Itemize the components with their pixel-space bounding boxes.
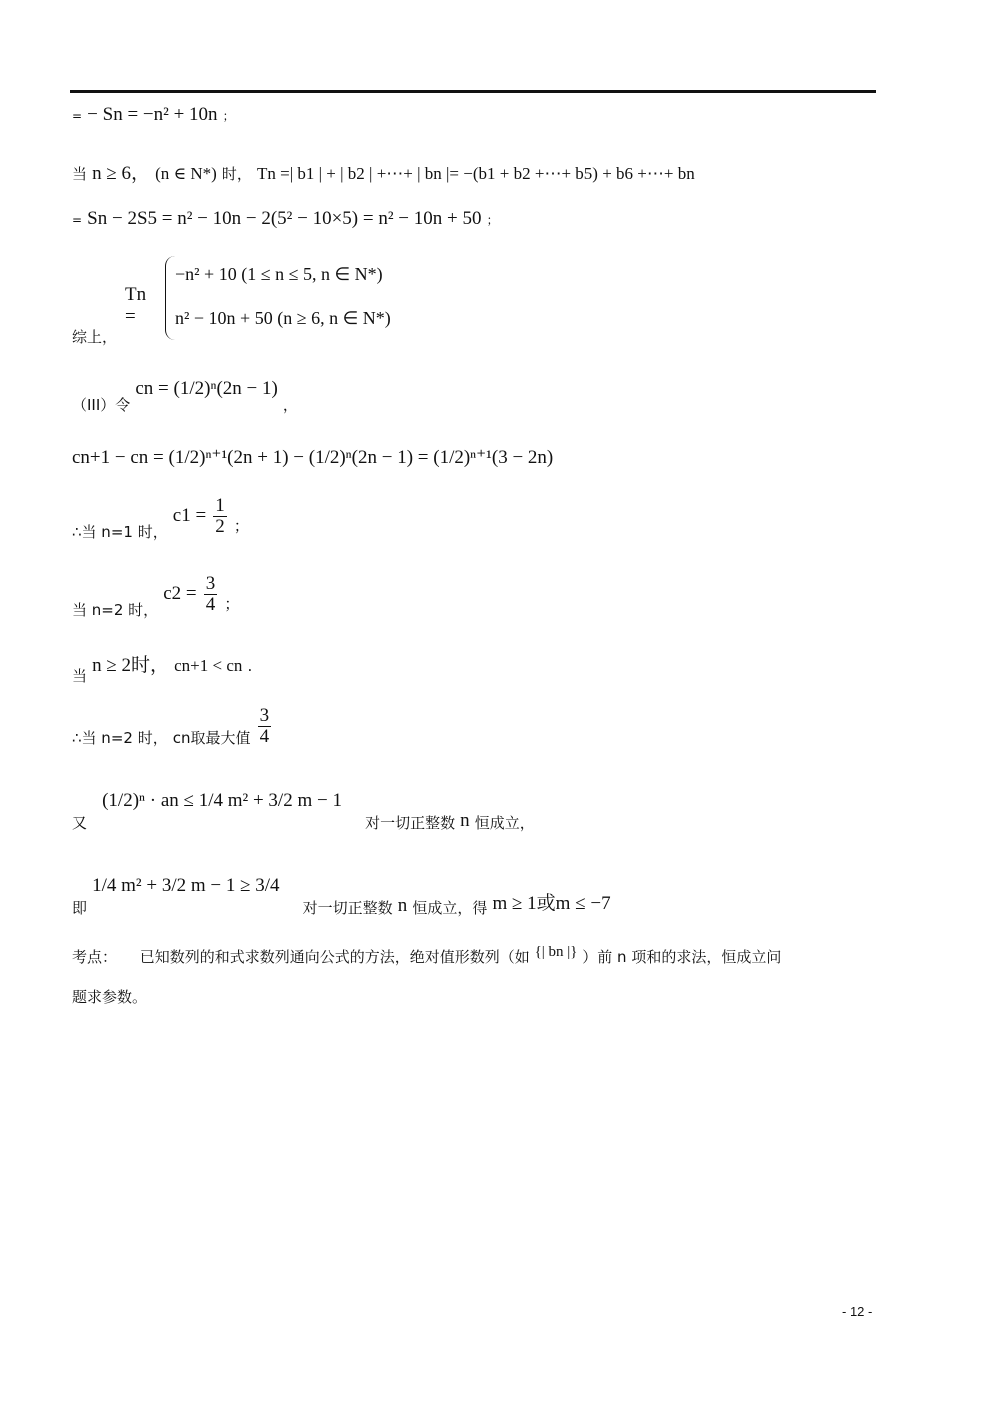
- equation-line-8: [72, 573, 240, 619]
- text-for-all-positive-integers: 对一切正整数: [302, 899, 393, 917]
- page-number: - 12 -: [842, 1304, 873, 1319]
- text-always-holds: 恒成立，: [474, 814, 535, 832]
- equation-text: Tn =| b1 | + | b2 | +⋯+ | bn |= −(b1 + b2 +⋯+ b5) + b6 +⋯+ bn: [257, 164, 695, 183]
- kaodian-text: ）前 n 项和的求法，恒成立问: [582, 948, 782, 966]
- equals-sign: =: [72, 109, 83, 123]
- var-n: n: [397, 895, 408, 916]
- set-abs-bn: {| bn |}: [534, 944, 578, 960]
- kaodian-label: 考点：: [72, 948, 118, 966]
- semicolon: ；: [233, 516, 249, 535]
- text-dang: 当: [72, 667, 88, 685]
- condition-n-ge-2: n ≥ 2时，: [92, 655, 170, 676]
- semicolon: ；: [222, 109, 235, 123]
- equals-sign: =: [72, 213, 83, 227]
- text-max-value: cn取最大值: [172, 728, 251, 747]
- text-when-n1: ∴当 n=1 时，: [72, 522, 168, 541]
- text-when-n2: ∴当 n=2 时，: [72, 728, 168, 747]
- equation-line-3: [72, 208, 499, 230]
- text-zongshang: 综上，: [72, 328, 118, 346]
- text-ji: 即: [72, 899, 88, 917]
- semicolon: ；: [224, 594, 240, 613]
- equation-text: cn = (1/2)ⁿ(2n − 1): [135, 378, 278, 399]
- header-rule: [70, 90, 876, 93]
- text-dang: 当: [72, 165, 88, 183]
- piecewise-case-1: −n² + 10 (1 ≤ n ≤ 5, n ∈ N*): [175, 264, 383, 284]
- equation-line-12: [72, 870, 611, 917]
- equation-line-1: [72, 104, 235, 126]
- fraction-three-quarters: $\frac{3}{4}$: [205, 573, 216, 615]
- fraction-one-half: $\frac{1}{2}$: [215, 495, 225, 537]
- inequality-cn: cn+1 < cn: [174, 656, 243, 675]
- condition-n-ge-6: n ≥ 6，: [92, 163, 151, 184]
- text-you: 又: [72, 814, 88, 832]
- inequality-text: 1/4 m² + 3/2 m − 1 ≥ 3/4: [92, 875, 280, 896]
- text-ling: （III）令: [72, 396, 131, 414]
- piecewise-lhs: Tn =: [125, 284, 147, 327]
- condition-n-in-N: (n ∈ N*): [155, 164, 217, 183]
- period: .: [247, 657, 253, 675]
- var-n: n: [460, 810, 470, 831]
- equation-line-10: [72, 706, 273, 747]
- equation-line-9: [72, 650, 253, 685]
- fraction-three-quarters: $\frac{3}{4}$: [259, 705, 270, 747]
- equation-line-7: [72, 495, 249, 541]
- equation-text: cn+1 − cn = (1/2)ⁿ⁺¹(2n + 1) − (1/2)ⁿ(2n − 1) = (1/2)ⁿ⁺¹(3 − 2n): [72, 447, 554, 468]
- comma: ，: [282, 396, 298, 414]
- text-shi: 时，: [221, 165, 252, 183]
- equation-line-11: [72, 790, 535, 832]
- equation-line-5: [72, 378, 298, 414]
- text-when-n2: 当 n=2 时，: [72, 600, 159, 619]
- c1-lhs: c1 =: [172, 504, 207, 526]
- piecewise-case-2: n² − 10n + 50 (n ≥ 6, n ∈ N*): [175, 308, 391, 328]
- text-always-holds-get: 恒成立，得: [412, 899, 488, 917]
- inequality-text: (1/2)ⁿ · an ≤ 1/4 m² + 3/2 m − 1: [102, 790, 342, 811]
- text-for-all-positive-integers: 对一切正整数: [365, 814, 456, 832]
- equation-text: Sn − 2S5 = n² − 10n − 2(5² − 10×5) = n² − 10n + 50: [87, 208, 482, 229]
- semicolon: ；: [486, 213, 499, 227]
- kaodian-line-1: [72, 946, 781, 967]
- c2-lhs: c2 =: [163, 582, 197, 604]
- kaodian-line-2: 题求参数。: [72, 988, 148, 1006]
- result-m-range: m ≥ 1或m ≤ −7: [492, 893, 611, 914]
- kaodian-text: 已知数列的和式求数列通向公式的方法，绝对值形数列（如: [139, 948, 530, 966]
- equation-text: − Sn = −n² + 10n: [87, 104, 218, 125]
- equation-line-2: [72, 158, 695, 185]
- equation-line-6: [72, 446, 553, 469]
